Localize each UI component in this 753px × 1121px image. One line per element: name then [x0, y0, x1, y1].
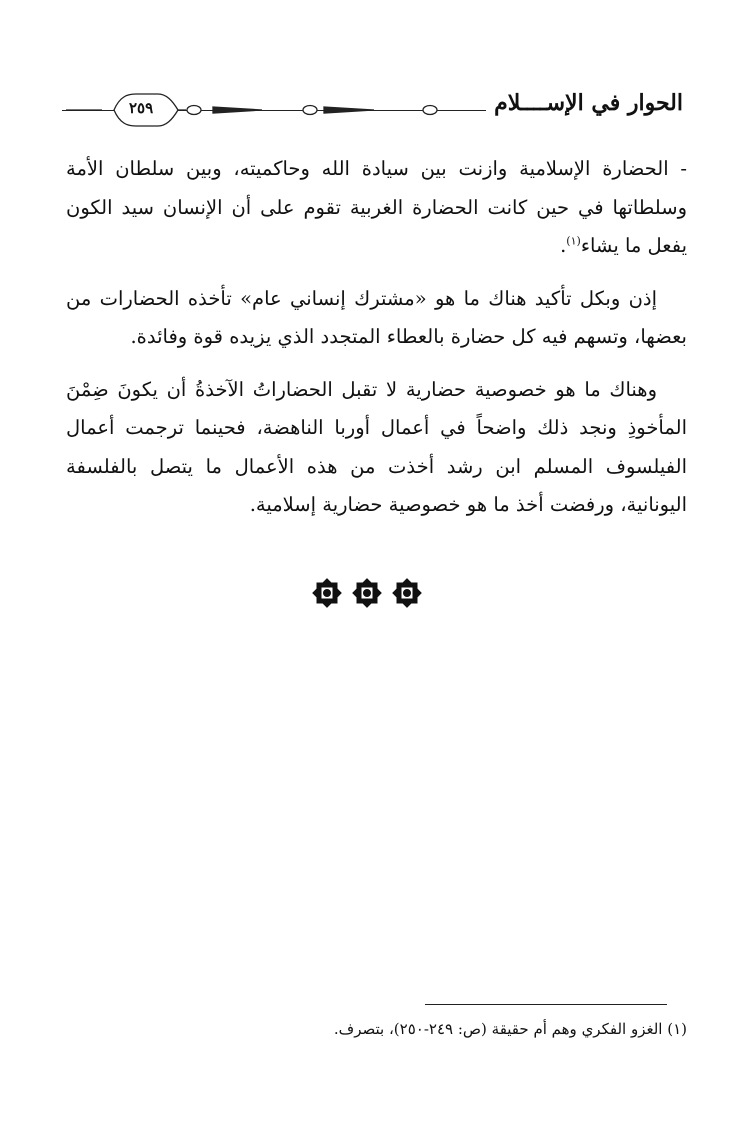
- main-text: [66, 150, 687, 539]
- paragraph-1: [66, 150, 687, 266]
- ornament-oval-1: [187, 106, 201, 115]
- footnote-reference[interactable]: (١): [566, 234, 581, 248]
- footnote-separator: [425, 1004, 667, 1005]
- ornament-oval-3: [423, 106, 437, 115]
- paragraph-1-end: .: [560, 234, 567, 257]
- ornament-star-icon: [350, 576, 384, 610]
- footnote: (١) الغزو الفكري وهم أم حقيقة (ص: ٢٤٩-٢٥٠)، بتصرف.: [333, 1020, 687, 1038]
- ornament-star-icon: [310, 576, 344, 610]
- paragraph-3: وهناك ما هو خصوصية حضارية لا تقبل الحضاراتُ الآخذةُ أن يكونَ ضِمْنَ المأخوذِ ونجد ذلك واضحاً في أعمال أوربا الناهضة، فحينما ترجمت أعمال الفيلسوف المسلم ابن رشد أخذت من هذه الأعمال ما يتصل بالفلسفة اليونانية، ورفضت أخذ ما هو خصوصية حضارية إسلامية.: [66, 377, 687, 516]
- ornament-star-icon: [390, 576, 424, 610]
- paragraph-1-text: - الحضارة الإسلامية وازنت بين سيادة الله وحاكميته، وبين سلطان الأمة وسلطاتها في حين كانت الحضارة الغربية تقوم على أن الإنسان سيد الكون يفعل ما يشاء: [66, 157, 687, 257]
- page-header: [62, 86, 683, 130]
- paragraph-2: إذن وبكل تأكيد هناك ما هو «مشترك إنساني عام» تأخذه الحضارات من بعضها، وتسهم فيه كل حضارة بالعطاء المتجدد الذي يزيده قوة وفائدة.: [66, 286, 687, 348]
- header-ornament: [62, 86, 482, 130]
- ornament-oval-2: [303, 106, 317, 115]
- page-number: ٢٥٩: [129, 99, 154, 117]
- section-divider: [306, 576, 426, 612]
- running-title: الحوار في الإســــلام: [486, 90, 683, 116]
